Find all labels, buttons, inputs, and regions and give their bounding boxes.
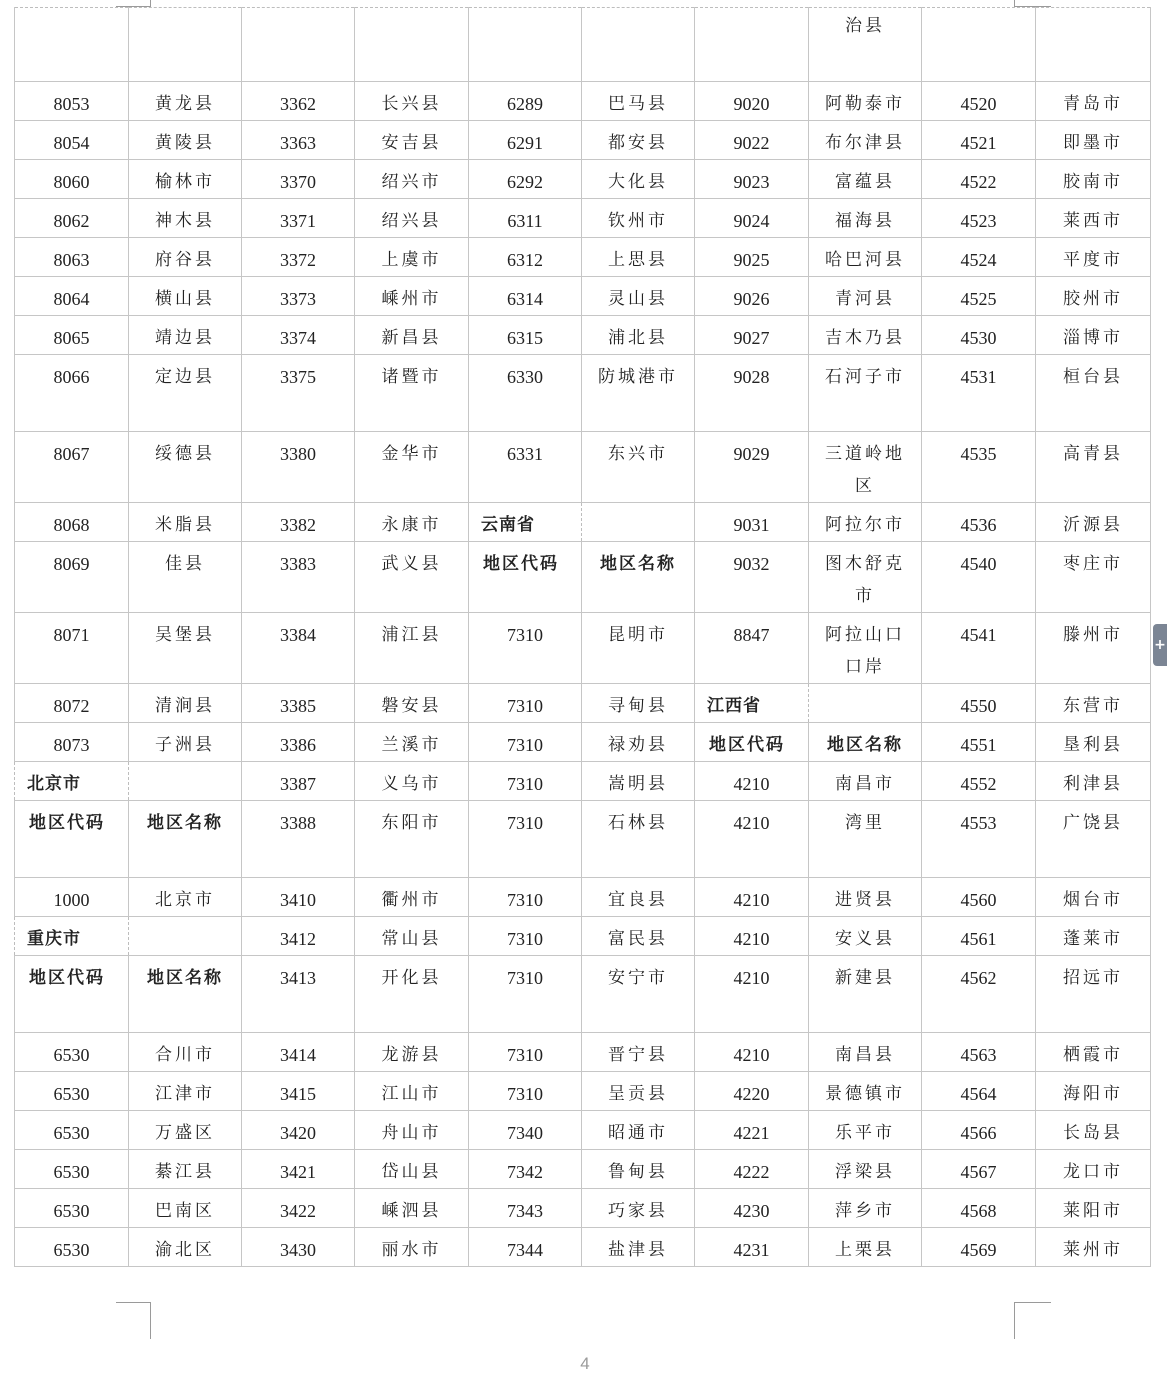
- region-code-cell: 6289: [469, 82, 582, 121]
- region-code-cell: 7340: [469, 1111, 582, 1150]
- region-code-cell: 3370: [242, 160, 355, 199]
- region-code-cell: 6331: [469, 432, 582, 503]
- region-code-cell: 8053: [15, 82, 129, 121]
- crop-mark-bottom-left: [116, 1302, 151, 1339]
- region-name-cell: 富民县: [582, 917, 695, 956]
- region-code-cell: 9026: [695, 277, 809, 316]
- region-name-cell: 长岛县: [1036, 1111, 1151, 1150]
- region-name-cell: 合川市: [129, 1033, 242, 1072]
- region-code-cell: 8066: [15, 355, 129, 432]
- region-code-cell: 7310: [469, 613, 582, 684]
- region-name-cell: 府谷县: [129, 238, 242, 277]
- region-code-cell: 3380: [242, 432, 355, 503]
- region-name-cell: 吉木乃县: [809, 316, 922, 355]
- region-name-cell: 浦江县: [355, 613, 469, 684]
- region-name-cell: 新建县: [809, 956, 922, 1033]
- region-code-cell: 3430: [242, 1228, 355, 1267]
- region-code-cell: 4230: [695, 1189, 809, 1228]
- region-name-cell: 禄劝县: [582, 723, 695, 762]
- region-name-cell: 巴南区: [129, 1189, 242, 1228]
- region-name-cell: [582, 8, 695, 82]
- region-name-cell: 图木舒克市: [809, 542, 922, 613]
- region-code-cell: 6314: [469, 277, 582, 316]
- region-code-cell: 4551: [922, 723, 1036, 762]
- region-name-cell: 兰溪市: [355, 723, 469, 762]
- region-code-cell: 3363: [242, 121, 355, 160]
- region-name-cell: 安宁市: [582, 956, 695, 1033]
- region-code-cell: 4220: [695, 1072, 809, 1111]
- region-code-cell: 3373: [242, 277, 355, 316]
- region-name-cell: 佳县: [129, 542, 242, 613]
- region-code-cell: 6530: [15, 1033, 129, 1072]
- region-name-cell: 衢州市: [355, 878, 469, 917]
- column-header-code: 地区代码: [695, 723, 809, 762]
- region-name-cell: 莱西市: [1036, 199, 1151, 238]
- region-code-cell: 4550: [922, 684, 1036, 723]
- region-name-cell: 防城港市: [582, 355, 695, 432]
- region-name-cell: 栖霞市: [1036, 1033, 1151, 1072]
- region-code-cell: 4535: [922, 432, 1036, 503]
- region-name-cell: 招远市: [1036, 956, 1151, 1033]
- region-name-cell: 龙游县: [355, 1033, 469, 1072]
- region-code-cell: 7310: [469, 762, 582, 801]
- region-name-cell: 富蕴县: [809, 160, 922, 199]
- region-name-cell: 莱阳市: [1036, 1189, 1151, 1228]
- region-code-cell: [695, 8, 809, 82]
- region-name-cell: 乐平市: [809, 1111, 922, 1150]
- region-name-cell: 北京市: [129, 878, 242, 917]
- region-name-cell: 蓬莱市: [1036, 917, 1151, 956]
- table-row: [15, 684, 1151, 723]
- region-code-cell: 4541: [922, 613, 1036, 684]
- region-code-cell: 4231: [695, 1228, 809, 1267]
- column-header-name: 地区名称: [129, 956, 242, 1033]
- region-code-cell: 4536: [922, 503, 1036, 542]
- region-name-cell: 胶南市: [1036, 160, 1151, 199]
- region-code-cell: 8847: [695, 613, 809, 684]
- region-code-cell: 8063: [15, 238, 129, 277]
- region-name-cell: 哈巴河县: [809, 238, 922, 277]
- region-name-cell: 浦北县: [582, 316, 695, 355]
- region-code-cell: [242, 8, 355, 82]
- column-header-name: 地区名称: [582, 542, 695, 613]
- region-code-cell: 4553: [922, 801, 1036, 878]
- column-header-name: 地区名称: [809, 723, 922, 762]
- region-code-cell: 3382: [242, 503, 355, 542]
- region-name-cell: 都安县: [582, 121, 695, 160]
- region-code-cell: 3371: [242, 199, 355, 238]
- table-row: [15, 160, 1151, 199]
- region-code-cell: 3385: [242, 684, 355, 723]
- region-name-cell: 绥德县: [129, 432, 242, 503]
- region-name-cell: 上虞市: [355, 238, 469, 277]
- region-name-cell: 岱山县: [355, 1150, 469, 1189]
- region-code-cell: 9023: [695, 160, 809, 199]
- region-name-cell: 黄龙县: [129, 82, 242, 121]
- region-name-cell: 嵩明县: [582, 762, 695, 801]
- region-code-cell: [15, 8, 129, 82]
- region-code-cell: 8069: [15, 542, 129, 613]
- region-code-cell: 4552: [922, 762, 1036, 801]
- table-body: [15, 8, 1151, 1267]
- table-row: [15, 432, 1151, 503]
- region-name-cell: 鲁甸县: [582, 1150, 695, 1189]
- region-code-cell: 9029: [695, 432, 809, 503]
- region-code-cell: 4222: [695, 1150, 809, 1189]
- table-row: [15, 503, 1151, 542]
- table-row: [15, 878, 1151, 917]
- region-name-cell: 新昌县: [355, 316, 469, 355]
- region-code-cell: 8072: [15, 684, 129, 723]
- region-name-cell: 开化县: [355, 956, 469, 1033]
- region-code-cell: 3415: [242, 1072, 355, 1111]
- region-name-cell: 定边县: [129, 355, 242, 432]
- region-name-cell: 江山市: [355, 1072, 469, 1111]
- region-code-cell: 6530: [15, 1228, 129, 1267]
- region-name-cell: 黄陵县: [129, 121, 242, 160]
- region-code-cell: 9020: [695, 82, 809, 121]
- region-code-cell: 3387: [242, 762, 355, 801]
- region-name-cell: 莱州市: [1036, 1228, 1151, 1267]
- region-code-cell: 8068: [15, 503, 129, 542]
- region-name-cell: 金华市: [355, 432, 469, 503]
- province-heading: 重庆市: [15, 917, 129, 956]
- region-code-cell: 3413: [242, 956, 355, 1033]
- table-row: [15, 762, 1151, 801]
- expand-panel-tab[interactable]: [1153, 624, 1167, 666]
- region-code-cell: 3412: [242, 917, 355, 956]
- region-name-cell: 枣庄市: [1036, 542, 1151, 613]
- region-name-cell: 青河县: [809, 277, 922, 316]
- region-name-cell: 呈贡县: [582, 1072, 695, 1111]
- region-name-cell: 横山县: [129, 277, 242, 316]
- region-code-cell: 4524: [922, 238, 1036, 277]
- region-name-cell: 阿勒泰市: [809, 82, 922, 121]
- region-name-cell: 湾里: [809, 801, 922, 878]
- region-code-cell: 4563: [922, 1033, 1036, 1072]
- table-row: [15, 1033, 1151, 1072]
- region-code-cell: 4210: [695, 917, 809, 956]
- region-code-cell: 9024: [695, 199, 809, 238]
- region-code-cell: 9027: [695, 316, 809, 355]
- region-name-cell: 萍乡市: [809, 1189, 922, 1228]
- province-heading: 云南省: [469, 503, 582, 542]
- region-name-cell: 永康市: [355, 503, 469, 542]
- region-name-cell: 利津县: [1036, 762, 1151, 801]
- column-header-code: 地区代码: [15, 801, 129, 878]
- region-name-cell: 巴马县: [582, 82, 695, 121]
- province-heading-blank: [809, 684, 922, 723]
- region-code-cell: 7342: [469, 1150, 582, 1189]
- region-code-cell: 4540: [922, 542, 1036, 613]
- region-name-cell: 沂源县: [1036, 503, 1151, 542]
- region-name-cell: 诸暨市: [355, 355, 469, 432]
- region-code-cell: 4523: [922, 199, 1036, 238]
- region-code-cell: 9022: [695, 121, 809, 160]
- region-name-cell: 南昌县: [809, 1033, 922, 1072]
- region-code-cell: 7310: [469, 917, 582, 956]
- region-code-cell: 7310: [469, 801, 582, 878]
- column-header-code: 地区代码: [469, 542, 582, 613]
- region-name-cell: 海阳市: [1036, 1072, 1151, 1111]
- region-code-cell: 6530: [15, 1111, 129, 1150]
- region-code-cell: 6312: [469, 238, 582, 277]
- region-name-cell: 神木县: [129, 199, 242, 238]
- region-code-cell: 4210: [695, 878, 809, 917]
- region-name-cell: 石林县: [582, 801, 695, 878]
- region-code-cell: 6291: [469, 121, 582, 160]
- region-name-cell: 嵊州市: [355, 277, 469, 316]
- region-code-cell: 3386: [242, 723, 355, 762]
- region-name-cell: 滕州市: [1036, 613, 1151, 684]
- region-code-cell: 4531: [922, 355, 1036, 432]
- crop-mark-bottom-right: [1014, 1302, 1051, 1339]
- region-code-cell: [922, 8, 1036, 82]
- page-number: 4: [580, 1354, 590, 1373]
- region-code-cell: 6530: [15, 1072, 129, 1111]
- table-row: [15, 1189, 1151, 1228]
- region-name-cell: 寻甸县: [582, 684, 695, 723]
- region-code-cell: 7310: [469, 956, 582, 1033]
- region-name-cell: 龙口市: [1036, 1150, 1151, 1189]
- region-name-cell: 昭通市: [582, 1111, 695, 1150]
- region-code-table: [14, 7, 1151, 1267]
- region-name-cell: 上思县: [582, 238, 695, 277]
- region-name-cell: 南昌市: [809, 762, 922, 801]
- region-code-cell: 3410: [242, 878, 355, 917]
- region-code-cell: 4525: [922, 277, 1036, 316]
- region-code-cell: 3420: [242, 1111, 355, 1150]
- region-code-cell: 3383: [242, 542, 355, 613]
- region-name-cell: 上栗县: [809, 1228, 922, 1267]
- region-code-cell: [469, 8, 582, 82]
- region-code-cell: 4569: [922, 1228, 1036, 1267]
- region-code-cell: 7310: [469, 878, 582, 917]
- region-name-cell: 米脂县: [129, 503, 242, 542]
- region-code-cell: 3362: [242, 82, 355, 121]
- region-code-cell: 4522: [922, 160, 1036, 199]
- region-name-cell: 磐安县: [355, 684, 469, 723]
- region-name-cell: 舟山市: [355, 1111, 469, 1150]
- region-code-cell: 4221: [695, 1111, 809, 1150]
- region-name-cell: 治县: [809, 8, 922, 82]
- region-name-cell: 石河子市: [809, 355, 922, 432]
- region-code-cell: 6530: [15, 1150, 129, 1189]
- region-code-cell: 4561: [922, 917, 1036, 956]
- table-row: [15, 917, 1151, 956]
- region-code-cell: 4562: [922, 956, 1036, 1033]
- region-name-cell: 桓台县: [1036, 355, 1151, 432]
- region-code-cell: 4530: [922, 316, 1036, 355]
- region-code-cell: 7310: [469, 723, 582, 762]
- region-code-cell: 3375: [242, 355, 355, 432]
- region-name-cell: 垦利县: [1036, 723, 1151, 762]
- region-name-cell: 阿拉尔市: [809, 503, 922, 542]
- region-code-cell: 6530: [15, 1189, 129, 1228]
- region-name-cell: 长兴县: [355, 82, 469, 121]
- table-row: [15, 8, 1151, 82]
- region-name-cell: 巧家县: [582, 1189, 695, 1228]
- region-name-cell: 浮梁县: [809, 1150, 922, 1189]
- region-code-cell: 8065: [15, 316, 129, 355]
- region-code-cell: 4210: [695, 1033, 809, 1072]
- region-code-cell: 3388: [242, 801, 355, 878]
- region-code-cell: 9031: [695, 503, 809, 542]
- region-name-cell: 东阳市: [355, 801, 469, 878]
- province-heading: 北京市: [15, 762, 129, 801]
- table-row: [15, 542, 1151, 613]
- region-code-cell: 7310: [469, 1072, 582, 1111]
- region-code-cell: 7310: [469, 684, 582, 723]
- region-name-cell: 渝北区: [129, 1228, 242, 1267]
- table-row: [15, 1228, 1151, 1267]
- region-code-cell: 9028: [695, 355, 809, 432]
- region-code-cell: 4568: [922, 1189, 1036, 1228]
- region-name-cell: 高青县: [1036, 432, 1151, 503]
- region-name-cell: 安义县: [809, 917, 922, 956]
- region-name-cell: 义乌市: [355, 762, 469, 801]
- region-code-cell: 8073: [15, 723, 129, 762]
- region-code-cell: 6292: [469, 160, 582, 199]
- region-code-cell: 3384: [242, 613, 355, 684]
- region-name-cell: 阿拉山口口岸: [809, 613, 922, 684]
- region-code-cell: 4210: [695, 762, 809, 801]
- region-name-cell: 丽水市: [355, 1228, 469, 1267]
- region-name-cell: 晋宁县: [582, 1033, 695, 1072]
- region-name-cell: 榆林市: [129, 160, 242, 199]
- table-row: [15, 238, 1151, 277]
- region-name-cell: 吴堡县: [129, 613, 242, 684]
- region-name-cell: 嵊泗县: [355, 1189, 469, 1228]
- region-code-cell: 3374: [242, 316, 355, 355]
- region-code-cell: 6311: [469, 199, 582, 238]
- table-row: [15, 316, 1151, 355]
- region-name-cell: 淄博市: [1036, 316, 1151, 355]
- region-name-cell: 广饶县: [1036, 801, 1151, 878]
- region-name-cell: 福海县: [809, 199, 922, 238]
- region-code-cell: 8054: [15, 121, 129, 160]
- region-name-cell: 绍兴市: [355, 160, 469, 199]
- region-name-cell: 东营市: [1036, 684, 1151, 723]
- region-code-cell: 4560: [922, 878, 1036, 917]
- table-row: [15, 801, 1151, 878]
- region-code-cell: 6330: [469, 355, 582, 432]
- column-header-code: 地区代码: [15, 956, 129, 1033]
- region-code-cell: 7343: [469, 1189, 582, 1228]
- region-name-cell: 青岛市: [1036, 82, 1151, 121]
- crop-mark-top-left: [116, 0, 151, 7]
- region-code-cell: 4520: [922, 82, 1036, 121]
- region-code-cell: 9032: [695, 542, 809, 613]
- region-code-cell: 7310: [469, 1033, 582, 1072]
- region-code-cell: 4521: [922, 121, 1036, 160]
- table-row: [15, 121, 1151, 160]
- region-code-cell: 4566: [922, 1111, 1036, 1150]
- region-code-cell: 6315: [469, 316, 582, 355]
- column-header-name: 地区名称: [129, 801, 242, 878]
- province-heading-blank: [129, 917, 242, 956]
- region-code-cell: 3422: [242, 1189, 355, 1228]
- region-name-cell: 钦州市: [582, 199, 695, 238]
- region-code-cell: 4567: [922, 1150, 1036, 1189]
- region-code-cell: 4564: [922, 1072, 1036, 1111]
- province-heading: 江西省: [695, 684, 809, 723]
- region-code-cell: 9025: [695, 238, 809, 277]
- table-row: [15, 1072, 1151, 1111]
- table-row: [15, 1150, 1151, 1189]
- region-code-cell: 3421: [242, 1150, 355, 1189]
- region-code-cell: 8071: [15, 613, 129, 684]
- region-name-cell: [355, 8, 469, 82]
- region-name-cell: 清涧县: [129, 684, 242, 723]
- table-row: [15, 82, 1151, 121]
- region-name-cell: 昆明市: [582, 613, 695, 684]
- region-name-cell: 胶州市: [1036, 277, 1151, 316]
- plus-icon: +: [1154, 637, 1166, 653]
- table-row: [15, 723, 1151, 762]
- region-code-cell: 7344: [469, 1228, 582, 1267]
- region-name-cell: 大化县: [582, 160, 695, 199]
- region-name-cell: 进贤县: [809, 878, 922, 917]
- region-name-cell: 烟台市: [1036, 878, 1151, 917]
- region-name-cell: [1036, 8, 1151, 82]
- table-row: [15, 355, 1151, 432]
- table-row: [15, 1111, 1151, 1150]
- table-row: [15, 956, 1151, 1033]
- region-name-cell: 布尔津县: [809, 121, 922, 160]
- region-code-cell: 8060: [15, 160, 129, 199]
- region-name-cell: 即墨市: [1036, 121, 1151, 160]
- region-name-cell: 盐津县: [582, 1228, 695, 1267]
- region-name-cell: 灵山县: [582, 277, 695, 316]
- region-code-cell: 4210: [695, 801, 809, 878]
- region-code-cell: 4210: [695, 956, 809, 1033]
- region-code-cell: 3414: [242, 1033, 355, 1072]
- region-name-cell: 常山县: [355, 917, 469, 956]
- region-code-cell: 8062: [15, 199, 129, 238]
- region-name-cell: 靖边县: [129, 316, 242, 355]
- region-code-cell: 8064: [15, 277, 129, 316]
- region-name-cell: 安吉县: [355, 121, 469, 160]
- province-heading-blank: [129, 762, 242, 801]
- region-name-cell: 武义县: [355, 542, 469, 613]
- table-row: [15, 199, 1151, 238]
- region-name-cell: 东兴市: [582, 432, 695, 503]
- province-heading-blank: [582, 503, 695, 542]
- table-row: [15, 613, 1151, 684]
- region-name-cell: 平度市: [1036, 238, 1151, 277]
- region-name-cell: 宜良县: [582, 878, 695, 917]
- region-code-cell: 8067: [15, 432, 129, 503]
- region-code-cell: 1000: [15, 878, 129, 917]
- region-name-cell: 三道岭地区: [809, 432, 922, 503]
- region-name-cell: 江津市: [129, 1072, 242, 1111]
- crop-mark-top-right: [1014, 0, 1051, 7]
- region-name-cell: 万盛区: [129, 1111, 242, 1150]
- region-name-cell: 綦江县: [129, 1150, 242, 1189]
- region-name-cell: 绍兴县: [355, 199, 469, 238]
- region-name-cell: [129, 8, 242, 82]
- region-code-cell: 3372: [242, 238, 355, 277]
- table-row: [15, 277, 1151, 316]
- region-name-cell: 子洲县: [129, 723, 242, 762]
- region-name-cell: 景德镇市: [809, 1072, 922, 1111]
